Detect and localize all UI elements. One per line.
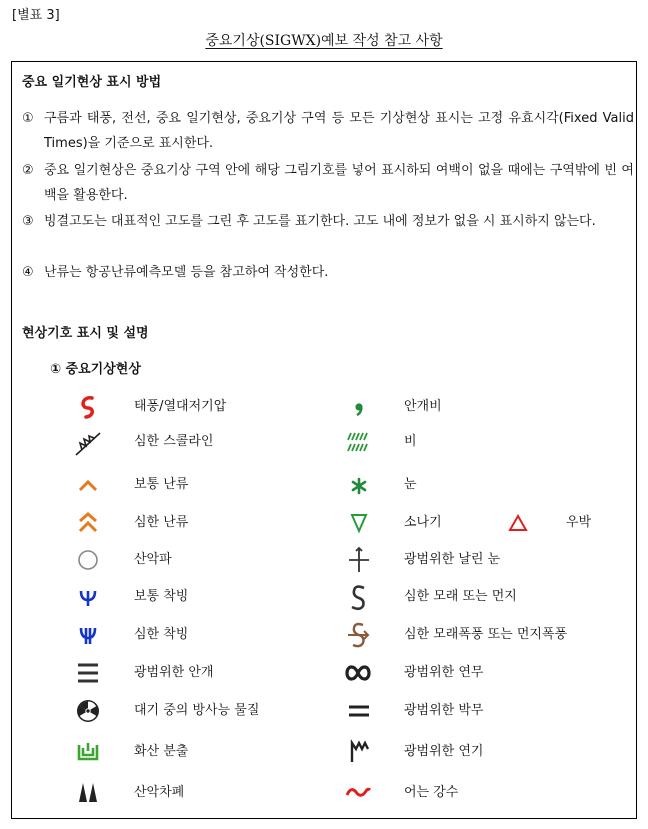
legend-label: 보통 난류 bbox=[134, 477, 189, 492]
legend-label: 우박 bbox=[566, 515, 592, 530]
volcano-icon bbox=[72, 737, 104, 767]
section-heading-display-method: 중요 일기현상 표시 방법 bbox=[22, 75, 162, 90]
mountain-obscuration-icon bbox=[72, 778, 104, 808]
rule-number: ③ bbox=[22, 214, 34, 229]
legend-label: 광범위한 안개 bbox=[134, 665, 214, 680]
legend-label: 어는 강수 bbox=[404, 785, 459, 800]
page-title: 중요기상(SIGWX)예보 작성 참고 사항 bbox=[205, 33, 443, 49]
widespread-fog-icon bbox=[72, 658, 104, 688]
snow-icon bbox=[342, 470, 374, 500]
table-tag: [별표 3] bbox=[12, 8, 60, 23]
subheading-significant-weather: ① 중요기상현상 bbox=[50, 362, 141, 377]
section-heading-symbols: 현상기호 표시 및 설명 bbox=[22, 326, 149, 341]
rule-1 bbox=[22, 106, 634, 156]
legend-label: 광범위한 연무 bbox=[404, 665, 484, 680]
legend-label: 보통 착빙 bbox=[134, 589, 189, 604]
haze-icon bbox=[342, 658, 374, 688]
severe-icing-icon bbox=[72, 620, 104, 650]
rule-number: ① bbox=[22, 111, 34, 126]
severe-turbulence-icon bbox=[72, 508, 104, 538]
smoke-icon bbox=[342, 737, 374, 767]
typhoon-icon bbox=[72, 392, 104, 422]
rule-text: 구름과 태풍, 전선, 중요 일기현상, 중요기상 구역 등 모든 기상현상 표시는 고정 유효시각(Fixed Valid Times)을 기준으로 표시한다. bbox=[44, 111, 634, 151]
legend-label: 눈 bbox=[404, 477, 417, 492]
legend-label: 산악파 bbox=[134, 552, 172, 567]
radioactive-icon bbox=[72, 696, 104, 726]
legend-label: 광범위한 연기 bbox=[404, 744, 484, 759]
mist-icon bbox=[342, 696, 374, 726]
legend-label: 심한 착빙 bbox=[134, 627, 189, 642]
legend-label: 화산 분출 bbox=[134, 744, 189, 759]
legend-label: 대기 중의 방사능 물질 bbox=[134, 703, 260, 718]
freezing-precipitation-icon bbox=[342, 778, 374, 808]
legend-label: 심한 난류 bbox=[134, 515, 189, 530]
rule-number: ② bbox=[22, 163, 34, 178]
rule-4 bbox=[22, 260, 634, 285]
legend-label: 심한 모래폭풍 또는 먼지폭풍 bbox=[404, 627, 568, 642]
blowing-snow-icon bbox=[342, 545, 374, 575]
hail-icon bbox=[502, 508, 534, 538]
legend-label: 심한 스콜라인 bbox=[134, 434, 214, 449]
rule-number: ④ bbox=[22, 265, 34, 280]
rain-icon bbox=[342, 427, 374, 457]
mountain-wave-icon bbox=[72, 545, 104, 575]
rule-text: 빙결고도는 대표적인 고도를 그린 후 고도를 표기한다. 고도 내에 정보가 없을 시 표시하지 않는다. bbox=[44, 214, 596, 229]
sandstorm-icon bbox=[342, 620, 374, 650]
legend-label: 소나기 bbox=[404, 515, 442, 530]
rule-2 bbox=[22, 158, 634, 208]
squall-line-icon bbox=[72, 427, 104, 457]
shower-icon bbox=[342, 508, 374, 538]
rule-3 bbox=[22, 209, 634, 234]
legend-label: 심한 모래 또는 먼지 bbox=[404, 589, 517, 604]
moderate-icing-icon bbox=[72, 582, 104, 612]
legend-label: 광범위한 날린 눈 bbox=[404, 552, 501, 567]
legend-label: 광범위한 박무 bbox=[404, 703, 484, 718]
drizzle-icon bbox=[342, 392, 374, 422]
legend-label: 산악차폐 bbox=[134, 785, 185, 800]
legend-label: 안개비 bbox=[404, 399, 442, 414]
legend-label: 비 bbox=[404, 434, 417, 449]
rule-text: 난류는 항공난류예측모델 등을 참고하여 작성한다. bbox=[44, 265, 329, 280]
rule-text: 중요 일기현상은 중요기상 구역 안에 해당 그림기호를 넣어 표시하되 여백이 없을 때에는 구역밖에 빈 여백을 활용한다. bbox=[44, 163, 634, 203]
moderate-turbulence-icon bbox=[72, 470, 104, 500]
sand-dust-icon bbox=[342, 582, 374, 612]
legend-label: 태풍/열대저기압 bbox=[134, 399, 227, 414]
